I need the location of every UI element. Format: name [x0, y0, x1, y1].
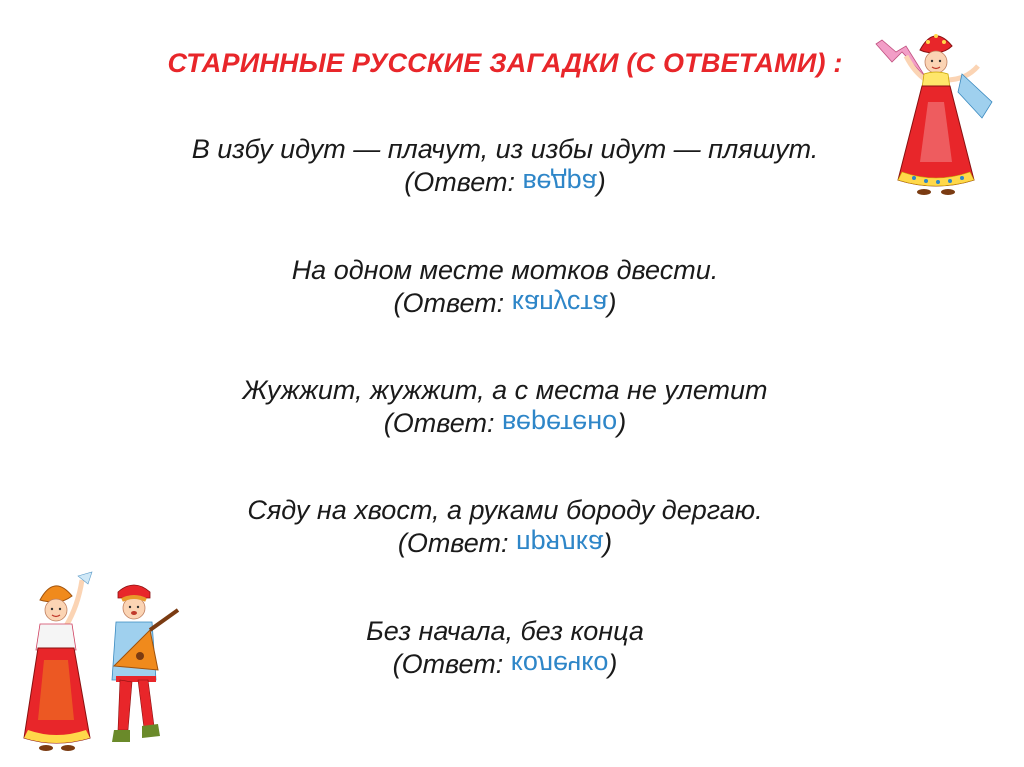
answer-prefix: (Ответ: [404, 167, 523, 197]
answer-suffix: ) [596, 167, 606, 197]
riddle-3-question: Жужжит, жужжит, а с места не улетит [242, 375, 768, 405]
riddle-2-answer[interactable]: капуста [511, 289, 608, 319]
riddle-4-question: Сяду на хвост, а руками бороду дергаю. [247, 495, 763, 525]
riddle-2-question: На одном месте мотков двести. [291, 255, 719, 285]
dancing-girl-illustration [862, 22, 1012, 202]
riddle-1-answer[interactable]: ведра [522, 168, 597, 198]
answer-prefix: (Ответ: [383, 408, 502, 438]
slide-title: СТАРИННЫЕ РУССКИЕ ЗАГАДКИ (С ОТВЕТАМИ) : [167, 48, 843, 78]
riddle-3 [0, 374, 1010, 440]
riddle-1-answer-line [0, 166, 1010, 199]
riddle-2-answer-line [0, 287, 1010, 320]
riddle-2 [0, 254, 1010, 320]
riddle-4 [0, 494, 1010, 560]
answer-prefix: (Ответ: [397, 528, 517, 558]
answer-prefix: (Ответ: [393, 288, 512, 318]
answer-suffix: ) [607, 288, 617, 318]
riddle-3-answer[interactable]: веретено [502, 409, 618, 439]
riddle-5-answer[interactable]: колечко [510, 650, 609, 680]
riddle-4-answer[interactable]: прялка [516, 529, 604, 559]
answer-suffix: ) [603, 528, 613, 558]
dancing-couple-illustration [18, 570, 188, 755]
answer-suffix: ) [608, 649, 618, 679]
riddle-1 [0, 133, 1010, 199]
riddle-5-question: Без начала, без конца [366, 616, 644, 646]
riddle-3-answer-line [0, 407, 1010, 440]
riddle-4-answer-line [0, 527, 1010, 560]
answer-prefix: (Ответ: [392, 649, 511, 679]
riddle-1-question: В избу идут — плачут, из избы идут — пляшут. [191, 134, 819, 164]
answer-suffix: ) [617, 408, 627, 438]
